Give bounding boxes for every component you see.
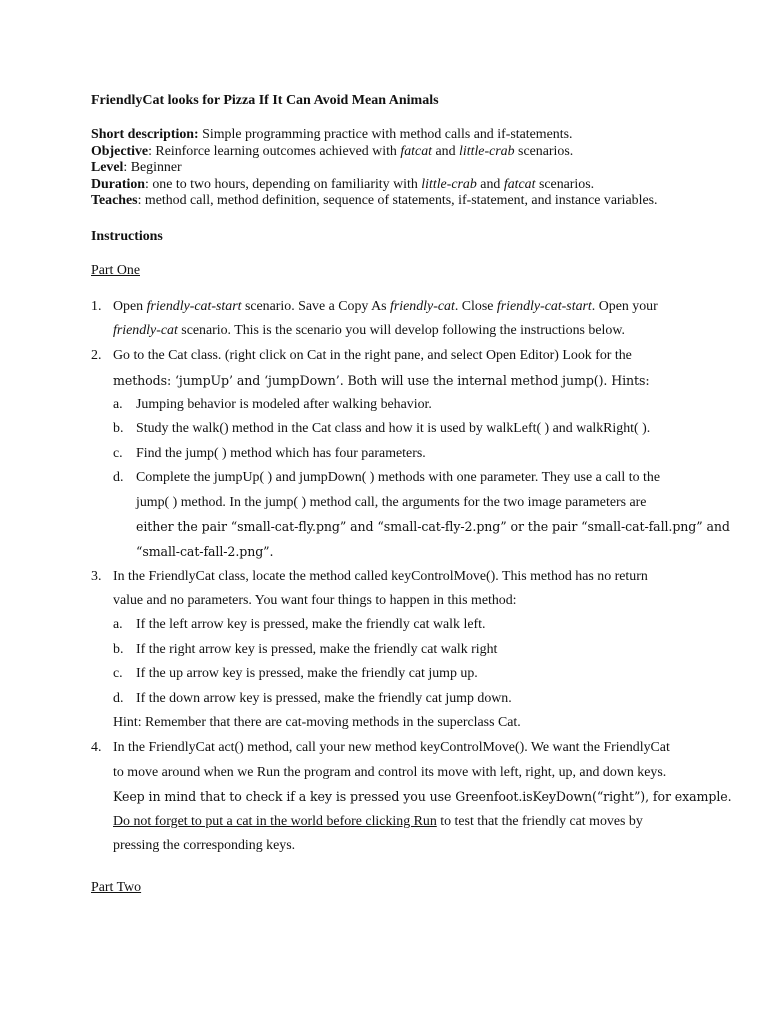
document-title: FriendlyCat looks for Pizza If It Can Avoid Mean Animals xyxy=(91,93,439,108)
item-3a-text: If the left arrow key is pressed, make the friendly cat walk left. xyxy=(136,617,486,632)
part-two-heading: Part Two xyxy=(91,880,142,895)
item-1-text: . Open your xyxy=(591,299,658,314)
scenario-name: friendly-cat-start xyxy=(496,299,592,314)
objective-post: scenarios. xyxy=(514,143,574,159)
objective-and: and xyxy=(432,143,460,159)
item-2c-text: Find the jump( ) method which has four parameters. xyxy=(136,446,426,461)
objective-label: Objective xyxy=(91,143,149,159)
scenario-name: friendly-cat xyxy=(113,323,178,338)
item-3b-label: b. xyxy=(113,642,124,657)
item-1-text: Open xyxy=(113,299,147,314)
item-3c-text: If the up arrow key is pressed, make the friendly cat jump up. xyxy=(136,666,478,681)
item-2b-text: Study the walk() method in the Cat class and how it is used by walkLeft( ) and walkRight( ). xyxy=(136,421,651,436)
fatcat-term: fatcat xyxy=(400,143,432,159)
little-crab-term: little-crab xyxy=(459,143,515,159)
teaches-text: : method call, method definition, sequence of statements, if-statement, and instance variables. xyxy=(137,193,658,209)
duration-label: Duration xyxy=(91,176,146,192)
part-one-heading: Part One xyxy=(91,263,140,278)
scenario-name: friendly-cat xyxy=(390,299,455,314)
duration-and: and xyxy=(476,176,504,192)
teaches-line xyxy=(91,193,658,210)
item-1-number: 1. xyxy=(91,299,102,314)
teaches-label: Teaches xyxy=(91,193,138,209)
item-4-number: 4. xyxy=(91,740,102,755)
scenario-name: friendly-cat-start xyxy=(146,299,242,314)
item-3-line-1: In the FriendlyCat class, locate the method called keyControlMove(). This method has no return xyxy=(113,569,648,584)
item-3-number: 3. xyxy=(91,569,102,584)
item-1-text: scenario. Save a Copy As xyxy=(241,299,390,314)
objective-text: : Reinforce learning outcomes achieved with xyxy=(148,143,401,159)
item-4-line-1: In the FriendlyCat act() method, call your new method keyControlMove(). We want the FriendlyCat xyxy=(113,740,670,755)
item-1-text: scenario. This is the scenario you will develop following the instructions below. xyxy=(177,323,625,338)
short-description-text: Simple programming practice with method calls and if-statements. xyxy=(198,127,573,142)
fatcat-term: fatcat xyxy=(503,176,536,192)
item-4-text: to test that the friendly cat moves by xyxy=(436,814,643,829)
item-3a-label: a. xyxy=(113,617,123,632)
item-3d-label: d. xyxy=(113,691,124,706)
objective-line xyxy=(91,144,658,161)
item-2d-line-3: either the pair “small-cat-fly.png” and “small-cat-fly-2.png” or the pair “small-cat-fall.png” and xyxy=(136,519,730,534)
item-2-line-1: Go to the Cat class. (right click on Cat in the right pane, and select Open Editor) Look for the xyxy=(113,348,632,363)
item-2b-label: b. xyxy=(113,421,124,436)
item-3-hint: Hint: Remember that there are cat-moving methods in the superclass Cat. xyxy=(113,715,521,730)
item-2d-line-1: Complete the jumpUp( ) and jumpDown( ) methods with one parameter. They use a call to the xyxy=(136,470,660,485)
item-2-line-2: methods: ‘jumpUp’ and ‘jumpDown’. Both will use the internal method jump(). Hints: xyxy=(113,373,650,388)
item-1-text: . Close xyxy=(454,299,497,314)
item-1-line-2 xyxy=(113,322,625,346)
little-crab-term: little-crab xyxy=(421,176,477,192)
duration-line xyxy=(91,177,658,194)
item-2a-text: Jumping behavior is modeled after walking behavior. xyxy=(136,397,432,412)
item-2c-label: c. xyxy=(113,446,123,461)
item-4-line-5: pressing the corresponding keys. xyxy=(113,838,296,853)
item-3d-text: If the down arrow key is pressed, make the friendly cat jump down. xyxy=(136,691,512,706)
duration-post: scenarios. xyxy=(535,176,595,192)
level-text: : Beginner xyxy=(123,160,182,176)
item-3c-label: c. xyxy=(113,666,123,681)
level-line xyxy=(91,160,658,177)
instructions-heading: Instructions xyxy=(91,229,163,244)
item-2a-label: a. xyxy=(113,397,123,412)
item-3-line-2: value and no parameters. You want four things to happen in this method: xyxy=(113,593,517,608)
duration-text: : one to two hours, depending on familiarity with xyxy=(145,176,422,192)
short-description-line xyxy=(91,127,658,144)
item-2d-line-4: “small-cat-fall-2.png”. xyxy=(136,544,274,559)
item-4-line-2: to move around when we Run the program and control its move with left, right, up, and down keys. xyxy=(113,765,667,780)
metadata-block xyxy=(91,127,658,210)
item-2d-label: d. xyxy=(113,470,124,485)
item-3b-text: If the right arrow key is pressed, make the friendly cat walk right xyxy=(136,642,498,657)
underlined-reminder: Do not forget to put a cat in the world before clicking Run xyxy=(113,814,437,829)
item-1-line-1 xyxy=(113,298,658,322)
item-2-number: 2. xyxy=(91,348,102,363)
item-2d-line-2: jump( ) method. In the jump( ) method call, the arguments for the two image parameters are xyxy=(136,495,647,510)
item-4-line-3: Keep in mind that to check if a key is pressed you use Greenfoot.isKeyDown(“right”), for example. xyxy=(113,789,732,804)
item-4-line-4 xyxy=(113,813,643,837)
level-label: Level xyxy=(91,160,124,176)
short-description-label: Short description: xyxy=(91,127,199,142)
